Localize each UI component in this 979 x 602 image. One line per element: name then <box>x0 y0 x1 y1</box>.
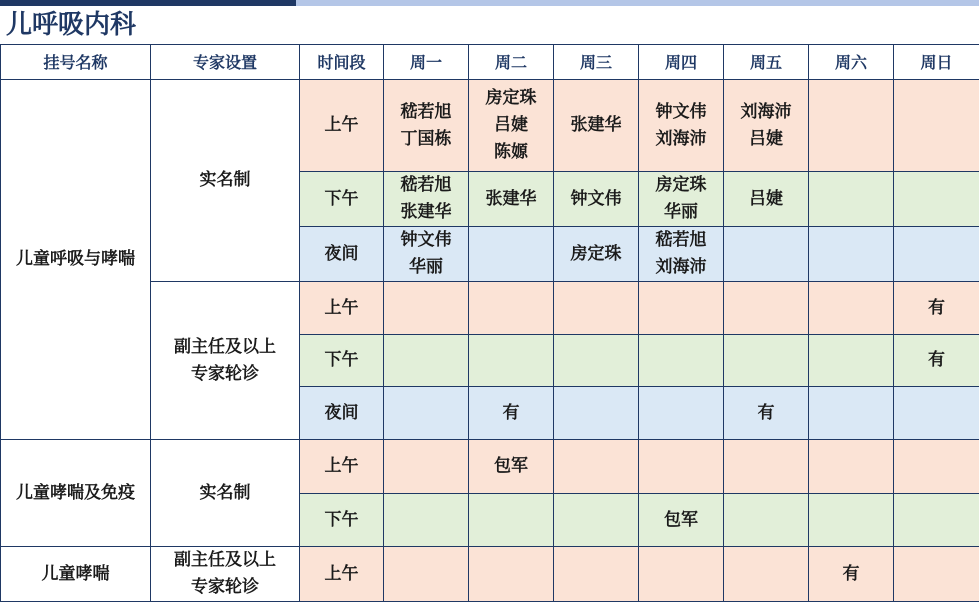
schedule-cell: 有 <box>894 335 979 387</box>
registration-name-cell: 儿童呼吸与哮喘 <box>1 80 151 440</box>
table-row <box>1 547 979 602</box>
schedule-cell <box>724 494 809 547</box>
schedule-cell: 包军 <box>469 440 554 494</box>
schedule-cell: 张建华 <box>469 172 554 227</box>
header-expert-setting: 专家设置 <box>151 45 300 80</box>
schedule-cell: 嵇若旭 张建华 <box>384 172 469 227</box>
schedule-body <box>1 80 979 602</box>
schedule-cell <box>724 227 809 282</box>
schedule-cell <box>384 440 469 494</box>
schedule-cell: 有 <box>809 547 894 602</box>
table-row <box>1 440 979 494</box>
schedule-cell <box>469 547 554 602</box>
time-period-cell: 上午 <box>300 80 384 172</box>
schedule-table <box>0 44 979 602</box>
schedule-cell <box>384 547 469 602</box>
schedule-cell <box>894 172 979 227</box>
schedule-cell <box>639 440 724 494</box>
time-period-cell: 夜间 <box>300 387 384 440</box>
time-period-cell: 下午 <box>300 172 384 227</box>
schedule-cell <box>809 282 894 335</box>
schedule-cell <box>469 494 554 547</box>
schedule-cell: 钟文伟 华丽 <box>384 227 469 282</box>
time-period-cell: 上午 <box>300 547 384 602</box>
schedule-cell <box>809 227 894 282</box>
schedule-cell <box>894 227 979 282</box>
time-period-cell: 上午 <box>300 282 384 335</box>
schedule-cell: 包军 <box>639 494 724 547</box>
schedule-cell <box>894 440 979 494</box>
schedule-cell <box>809 494 894 547</box>
expert-setting-cell: 副主任及以上 专家轮诊 <box>151 282 300 440</box>
schedule-cell: 有 <box>724 387 809 440</box>
schedule-cell <box>554 387 639 440</box>
schedule-cell <box>724 282 809 335</box>
schedule-cell: 有 <box>894 282 979 335</box>
time-period-cell: 上午 <box>300 440 384 494</box>
header-friday: 周五 <box>724 45 809 80</box>
schedule-cell <box>384 387 469 440</box>
expert-setting-cell: 副主任及以上 专家轮诊 <box>151 547 300 602</box>
schedule-cell <box>469 282 554 335</box>
time-period-cell: 下午 <box>300 494 384 547</box>
schedule-cell <box>554 440 639 494</box>
schedule-cell <box>894 387 979 440</box>
schedule-cell: 有 <box>469 387 554 440</box>
header-row <box>1 45 979 80</box>
schedule-cell <box>554 547 639 602</box>
registration-name-cell: 儿童哮喘及免疫 <box>1 440 151 547</box>
top-accent-bar <box>0 0 979 6</box>
header-registration-name: 挂号名称 <box>1 45 151 80</box>
header-tuesday: 周二 <box>469 45 554 80</box>
time-period-cell: 下午 <box>300 335 384 387</box>
schedule-cell <box>894 547 979 602</box>
schedule-cell: 房定珠 <box>554 227 639 282</box>
header-time-period: 时间段 <box>300 45 384 80</box>
schedule-cell: 刘海沛 吕婕 <box>724 80 809 172</box>
table-row <box>1 80 979 172</box>
header-monday: 周一 <box>384 45 469 80</box>
schedule-cell: 张建华 <box>554 80 639 172</box>
schedule-cell <box>809 387 894 440</box>
header-saturday: 周六 <box>809 45 894 80</box>
schedule-cell <box>639 387 724 440</box>
header-thursday: 周四 <box>639 45 724 80</box>
schedule-cell <box>384 494 469 547</box>
page-title: 儿呼吸内科 <box>6 9 136 41</box>
schedule-cell <box>809 172 894 227</box>
schedule-cell <box>724 440 809 494</box>
schedule-cell <box>554 494 639 547</box>
schedule-cell <box>809 80 894 172</box>
schedule-cell <box>724 547 809 602</box>
schedule-cell <box>894 80 979 172</box>
schedule-cell <box>639 547 724 602</box>
schedule-cell <box>724 335 809 387</box>
top-accent-bar-dark <box>0 0 296 6</box>
time-period-cell: 夜间 <box>300 227 384 282</box>
schedule-cell <box>809 440 894 494</box>
header-sunday: 周日 <box>894 45 979 80</box>
schedule-cell <box>469 227 554 282</box>
schedule-cell <box>639 335 724 387</box>
expert-setting-cell: 实名制 <box>151 440 300 547</box>
schedule-cell <box>809 335 894 387</box>
schedule-cell <box>894 494 979 547</box>
schedule-cell <box>469 335 554 387</box>
schedule-cell: 钟文伟 刘海沛 <box>639 80 724 172</box>
top-accent-bar-light <box>296 0 979 6</box>
expert-setting-cell: 实名制 <box>151 80 300 282</box>
schedule-cell <box>384 282 469 335</box>
schedule-cell: 吕婕 <box>724 172 809 227</box>
schedule-cell: 嵇若旭 丁国栋 <box>384 80 469 172</box>
header-wednesday: 周三 <box>554 45 639 80</box>
schedule-cell <box>554 335 639 387</box>
registration-name-cell: 儿童哮喘 <box>1 547 151 602</box>
schedule-cell: 房定珠 华丽 <box>639 172 724 227</box>
schedule-cell: 钟文伟 <box>554 172 639 227</box>
schedule-cell <box>639 282 724 335</box>
schedule-cell: 嵇若旭 刘海沛 <box>639 227 724 282</box>
schedule-cell <box>384 335 469 387</box>
schedule-cell: 房定珠 吕婕 陈嫄 <box>469 80 554 172</box>
schedule-cell <box>554 282 639 335</box>
